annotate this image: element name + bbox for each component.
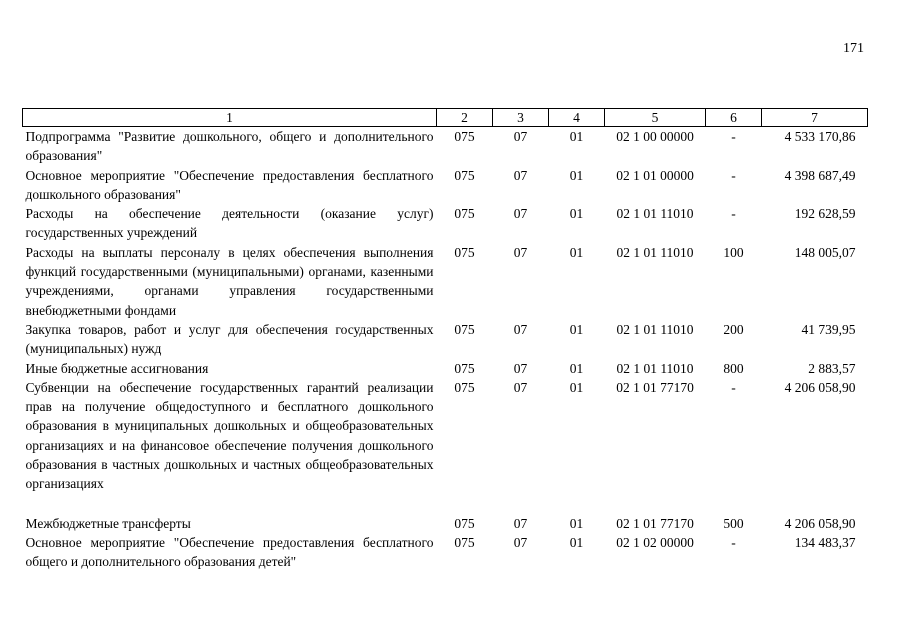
table-row bbox=[23, 514, 868, 533]
row-ministry: 075 bbox=[454, 360, 475, 376]
row-subsection: 01 bbox=[569, 515, 584, 531]
row-section: 07 bbox=[513, 321, 528, 337]
row-ministry: 075 bbox=[454, 534, 475, 550]
row-target: 02 1 01 11010 bbox=[616, 244, 694, 260]
row-type: - bbox=[731, 379, 736, 395]
row-section: 07 bbox=[513, 206, 528, 222]
header-col-6: 6 bbox=[706, 109, 762, 127]
row-sum: 4 398 687,49 bbox=[784, 167, 856, 183]
row-subsection: 01 bbox=[569, 244, 584, 260]
table-row bbox=[23, 378, 868, 494]
row-ministry: 075 bbox=[454, 379, 475, 395]
table-row bbox=[23, 320, 868, 359]
header-col-7: 7 bbox=[762, 109, 868, 127]
header-col-2: 2 bbox=[437, 109, 493, 127]
row-sum: 192 628,59 bbox=[794, 206, 856, 222]
row-target: 02 1 01 11010 bbox=[616, 206, 694, 222]
row-ministry: 075 bbox=[454, 244, 475, 260]
row-section: 07 bbox=[513, 379, 528, 395]
row-sum: 4 206 058,90 bbox=[784, 379, 856, 395]
row-name: Закупка товаров, работ и услуг для обеспечения государственных (муниципальных) нужд bbox=[25, 321, 434, 357]
table-row bbox=[23, 166, 868, 205]
table-row bbox=[23, 533, 868, 572]
row-sum: 41 739,95 bbox=[801, 321, 856, 337]
table-row bbox=[23, 204, 868, 243]
row-ministry: 075 bbox=[454, 206, 475, 222]
row-name: Расходы на выплаты персоналу в целях обеспечения выполнения функций государственными (муниципальными) органами, казенными учреждениями, органами управления государственными внебюджетными фондами bbox=[25, 244, 434, 318]
row-name: Основное мероприятие "Обеспечение предоставления бесплатного дошкольного образования" bbox=[25, 167, 434, 202]
row-sum: 4 206 058,90 bbox=[784, 515, 856, 531]
row-sum: 134 483,37 bbox=[794, 534, 856, 550]
row-section: 07 bbox=[513, 534, 528, 550]
row-type: - bbox=[731, 129, 736, 144]
header-col-1: 1 bbox=[23, 109, 437, 127]
table-row bbox=[23, 127, 868, 166]
row-name: Иные бюджетные ассигнования bbox=[25, 360, 209, 376]
table-row bbox=[23, 243, 868, 320]
row-name: Межбюджетные трансферты bbox=[25, 515, 191, 531]
row-type: 100 bbox=[723, 244, 744, 260]
row-type: 200 bbox=[723, 321, 744, 337]
row-subsection: 01 bbox=[569, 167, 584, 183]
row-target: 02 1 01 77170 bbox=[616, 515, 694, 531]
spacer-cell bbox=[23, 494, 868, 514]
row-type: - bbox=[731, 167, 736, 183]
row-type: 500 bbox=[723, 515, 744, 531]
row-ministry: 075 bbox=[454, 129, 475, 144]
row-ministry: 075 bbox=[454, 515, 475, 531]
row-subsection: 01 bbox=[569, 129, 584, 144]
row-sum: 148 005,07 bbox=[794, 244, 856, 260]
table-row bbox=[23, 359, 868, 378]
row-section: 07 bbox=[513, 129, 528, 144]
row-type: - bbox=[731, 534, 736, 550]
row-subsection: 01 bbox=[569, 379, 584, 395]
row-section: 07 bbox=[513, 360, 528, 376]
row-sum: 2 883,57 bbox=[808, 360, 856, 376]
header-col-4: 4 bbox=[549, 109, 605, 127]
row-target: 02 1 01 11010 bbox=[616, 321, 694, 337]
row-section: 07 bbox=[513, 244, 528, 260]
header-col-5: 5 bbox=[605, 109, 706, 127]
page-number: 171 bbox=[843, 41, 864, 56]
row-section: 07 bbox=[513, 515, 528, 531]
row-name: Субвенции на обеспечение государственных гарантий реализации прав на получение общедоступного и бесплатного дошкольного образования в муниципальных дошкольных и общеобразовательных организациях и на финансовое обеспечение получения дошкольного образования в частных дошкольных и частных общеобразовательных организациях bbox=[25, 379, 434, 492]
spacer-row bbox=[23, 494, 868, 514]
row-type: - bbox=[731, 206, 736, 222]
row-name: Основное мероприятие "Обеспечение предоставления бесплатного общего и дополнительного образования детей" bbox=[25, 534, 434, 570]
header-row bbox=[23, 109, 868, 127]
row-target: 02 1 01 11010 bbox=[616, 360, 694, 376]
row-name: Расходы на обеспечение деятельности (оказание услуг) государственных учреждений bbox=[25, 206, 434, 241]
row-subsection: 01 bbox=[569, 534, 584, 550]
row-subsection: 01 bbox=[569, 321, 584, 337]
row-target: 02 1 01 00000 bbox=[616, 167, 694, 183]
row-target: 02 1 00 00000 bbox=[616, 129, 694, 144]
budget-table bbox=[22, 108, 868, 572]
row-ministry: 075 bbox=[454, 167, 475, 183]
row-target: 02 1 01 77170 bbox=[616, 379, 694, 395]
row-subsection: 01 bbox=[569, 206, 584, 222]
row-section: 07 bbox=[513, 167, 528, 183]
row-subsection: 01 bbox=[569, 360, 584, 376]
header-col-3: 3 bbox=[493, 109, 549, 127]
row-type: 800 bbox=[723, 360, 744, 376]
row-target: 02 1 02 00000 bbox=[616, 534, 694, 550]
row-sum: 4 533 170,86 bbox=[784, 129, 856, 144]
row-ministry: 075 bbox=[454, 321, 475, 337]
row-name: Подпрограмма "Развитие дошкольного, общего и дополнительного образования" bbox=[25, 129, 434, 164]
